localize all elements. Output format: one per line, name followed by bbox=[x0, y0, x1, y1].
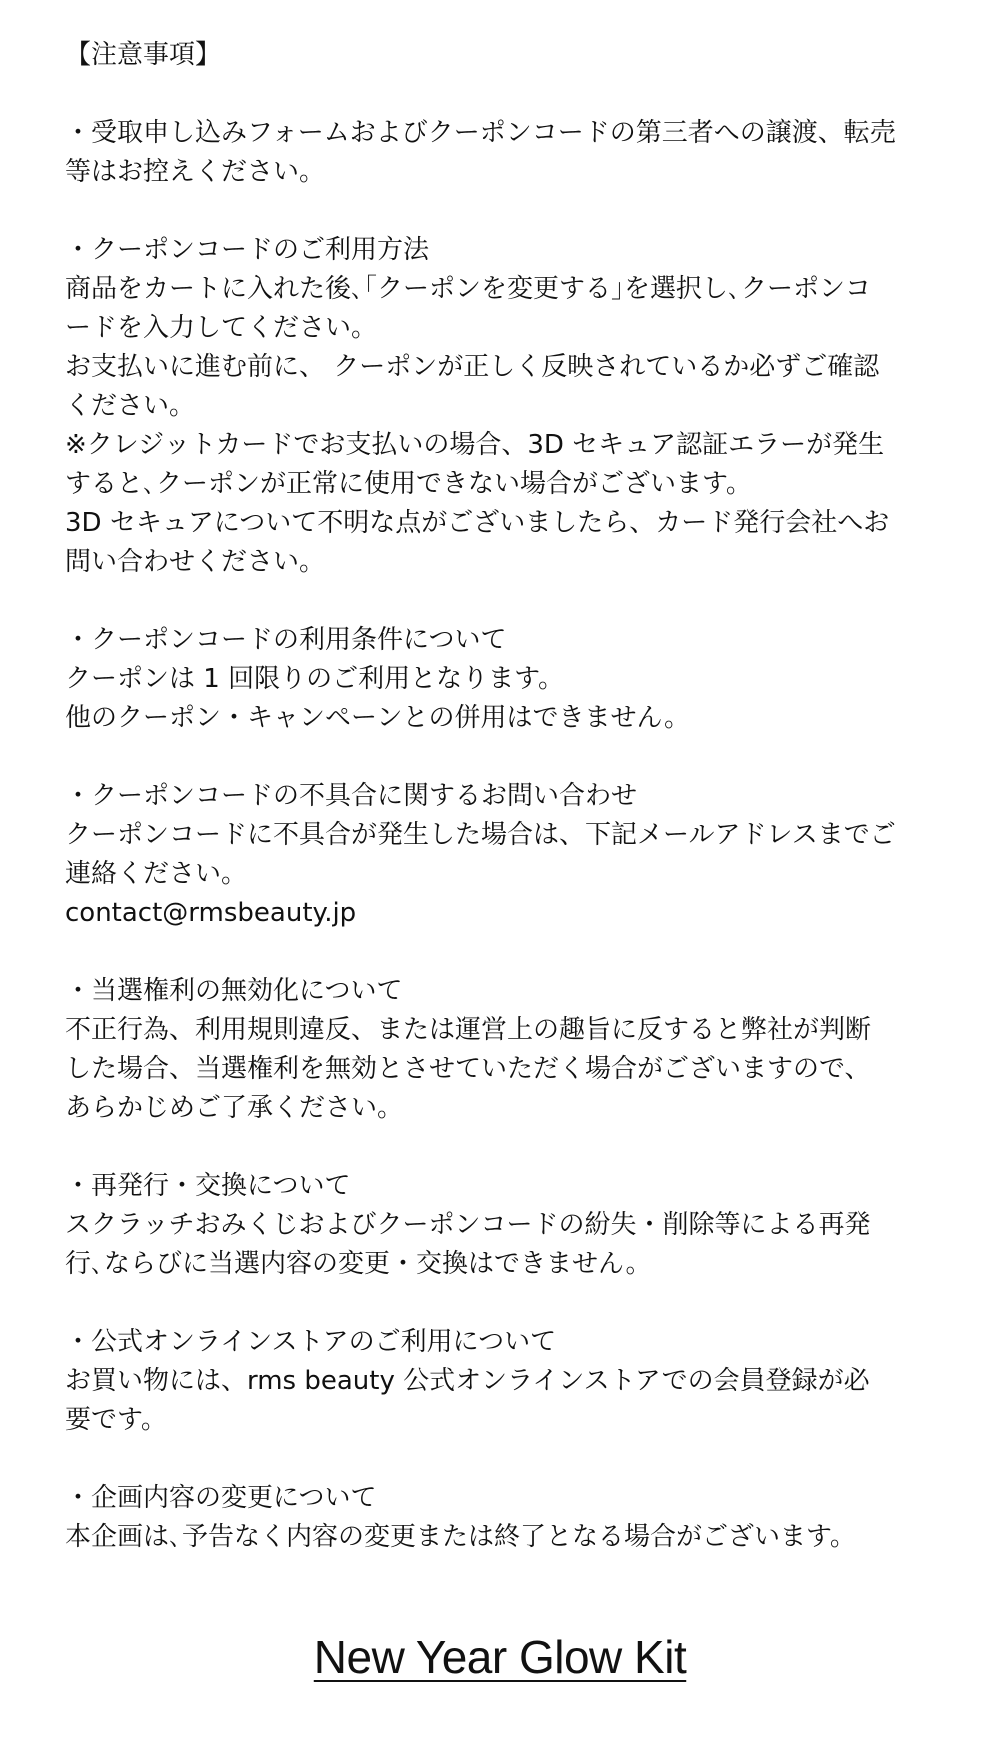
section-invalidation bbox=[65, 972, 945, 1128]
section-title: ・クーポンコードの利用条件について bbox=[65, 625, 507, 655]
section-text: ※クレジットカードでお支払いの場合、3D セキュア認証エラーが発生 bbox=[65, 430, 885, 460]
section-title: ・当選権利の無効化について bbox=[65, 976, 403, 1006]
spacer bbox=[65, 192, 945, 231]
notice-heading: 【注意事項】 bbox=[65, 40, 222, 70]
spacer bbox=[65, 582, 945, 621]
section-text: 行､ならびに当選内容の変更・交換はできません。 bbox=[65, 1249, 652, 1279]
contact-email-link[interactable]: contact@rmsbeauty.jp bbox=[65, 898, 357, 928]
spacer bbox=[65, 1284, 945, 1323]
section-text: した場合、当選権利を無効とさせていただく場合がございますので、 bbox=[65, 1054, 871, 1084]
section-text: 3D セキュアについて不明な点がございましたら、カード発行会社へお bbox=[65, 508, 890, 538]
section-text: すると､クーポンが正常に使用できない場合がございます。 bbox=[65, 469, 752, 499]
section-text: 他のクーポン・キャンペーンとの併用はできません。 bbox=[65, 703, 691, 733]
spacer bbox=[65, 75, 945, 114]
section-coupon-usage bbox=[65, 231, 945, 582]
contact-email-line bbox=[65, 894, 945, 933]
section-text: お支払いに進む前に、 クーポンが正しく反映されているか必ずご確認 bbox=[65, 352, 880, 382]
spacer bbox=[65, 738, 945, 777]
section-title: ・クーポンコードの不具合に関するお問い合わせ bbox=[65, 781, 638, 811]
section-title: ・受取申し込みフォームおよびクーポンコードの第三者への譲渡、転売 bbox=[65, 118, 896, 148]
section-text: あらかじめご了承ください。 bbox=[65, 1093, 404, 1123]
section-reissue bbox=[65, 1167, 945, 1284]
section-text: ードを入力してください。 bbox=[65, 313, 378, 343]
spacer bbox=[65, 1128, 945, 1167]
new-year-glow-kit-link[interactable]: New Year Glow Kit bbox=[313, 1631, 687, 1683]
section-text: クーポンは 1 回限りのご利用となります。 bbox=[65, 664, 564, 694]
footer bbox=[0, 1630, 1000, 1684]
section-text: 商品をカートに入れた後､｢クーポンを変更する｣を選択し､クーポンコ bbox=[65, 274, 872, 304]
section-online-store bbox=[65, 1323, 945, 1440]
section-transfer bbox=[65, 114, 945, 192]
section-text: 本企画は､予告なく内容の変更または終了となる場合がございます。 bbox=[65, 1522, 856, 1552]
section-text: スクラッチおみくじおよびクーポンコードの紛失・削除等による再発 bbox=[65, 1210, 871, 1240]
section-text: 要です。 bbox=[65, 1405, 167, 1435]
section-text: 等はお控えください。 bbox=[65, 157, 326, 187]
section-title: ・クーポンコードのご利用方法 bbox=[65, 235, 430, 265]
section-text: 連絡ください。 bbox=[65, 859, 248, 889]
section-coupon-conditions bbox=[65, 621, 945, 738]
section-text: お買い物には、rms beauty 公式オンラインストアでの会員登録が必 bbox=[65, 1366, 870, 1396]
section-text: ください。 bbox=[65, 391, 196, 421]
section-text: クーポンコードに不具合が発生した場合は、下記メールアドレスまでご bbox=[65, 820, 896, 850]
spacer bbox=[65, 1440, 945, 1479]
section-title: ・企画内容の変更について bbox=[65, 1483, 377, 1513]
spacer bbox=[65, 933, 945, 972]
section-title: ・公式オンラインストアのご利用について bbox=[65, 1327, 557, 1357]
section-text: 不正行為、利用規則違反、または運営上の趣旨に反すると弊社が判断 bbox=[65, 1015, 872, 1045]
section-title: ・再発行・交換について bbox=[65, 1171, 351, 1201]
section-coupon-trouble bbox=[65, 777, 945, 933]
section-text: 問い合わせください。 bbox=[65, 547, 326, 577]
notice-block bbox=[65, 36, 945, 1557]
section-plan-changes bbox=[65, 1479, 945, 1557]
